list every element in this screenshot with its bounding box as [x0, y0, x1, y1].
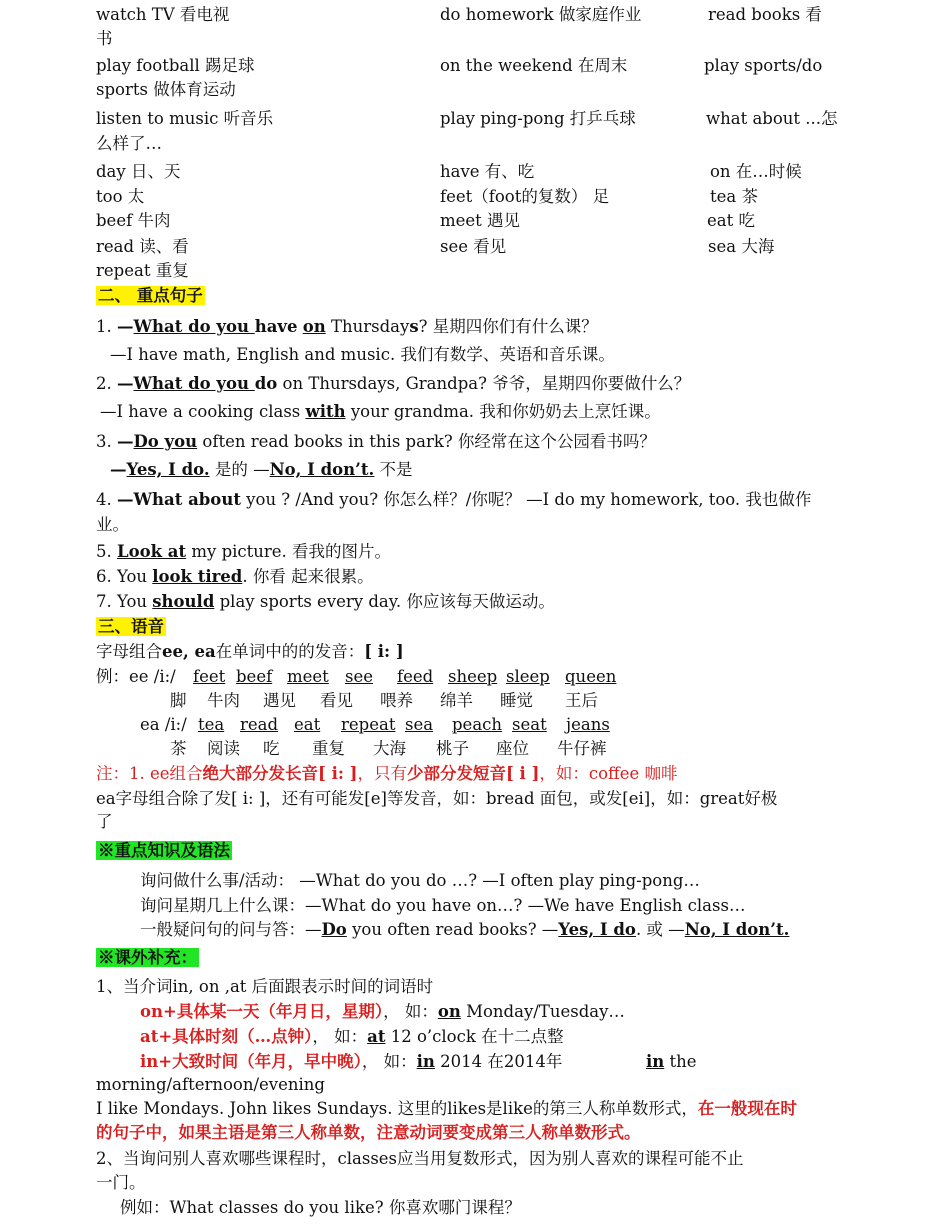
- rule-in-wrap: morning/afternoon/evening: [96, 1075, 325, 1094]
- vocab-meet: meet 遇见: [440, 211, 521, 230]
- rule: in+大致时间（年月，早中晚）: [140, 1052, 362, 1071]
- supplement-example: 例如：What classes do you like? 你喜欢哪门课程？: [120, 1198, 521, 1217]
- phonics-note: [96, 763, 678, 785]
- vocab-feet: feet（foot的复数） 足: [440, 187, 610, 206]
- text: 注：1. ee组合: [96, 764, 203, 783]
- ea-word: tea: [198, 715, 225, 734]
- ea-word: seat: [512, 715, 547, 734]
- text: 不是: [374, 460, 413, 479]
- sentence-7: [96, 591, 555, 613]
- text: —I have a cooking class: [100, 402, 306, 421]
- section-heading-grammar: [96, 840, 232, 862]
- ea-extra-line: ea字母组合除了发[ i: ]，还有可能发[e]等发音，如：bread 面包，或发[ei]，如：great好极: [96, 789, 778, 808]
- grammar-line-3: [140, 919, 789, 941]
- ea-word: eat: [294, 715, 321, 734]
- vocab-play-sports: play sports/do: [704, 56, 823, 75]
- grammar-line-1: 询问做什么事/活动： —What do you do …? —I often play ping-pong…: [140, 871, 700, 890]
- heading-text: ※课外补充：: [98, 948, 197, 967]
- text: your grandma. 我和你奶奶去上烹饪课。: [345, 402, 661, 421]
- key-phrase: What do you: [133, 317, 255, 336]
- section-heading-supplement: [96, 947, 199, 969]
- ee-cn: 绵羊: [440, 691, 473, 710]
- ea-cn: 牛仔裤: [557, 739, 607, 758]
- rule-in: [140, 1051, 562, 1073]
- text: ， 如：: [361, 1052, 417, 1071]
- emphasis: 绝大部分发长音[ i: ]: [202, 764, 358, 783]
- text: on Thursdays, Grandpa? 爷爷，星期四你要做什么？: [277, 374, 691, 393]
- text: the: [664, 1052, 697, 1071]
- sentence-5: [96, 541, 391, 563]
- sentence-1-answer: —I have math, English and music. 我们有数学、英语和音乐课。: [110, 345, 615, 364]
- likes-explanation: [96, 1098, 797, 1120]
- text: 字母组合: [96, 642, 162, 661]
- key-word: have: [254, 317, 298, 336]
- sentence-6: [96, 566, 374, 588]
- sentence-2-answer: [100, 401, 661, 423]
- vocab-wrap-2: sports 做体育运动: [96, 80, 236, 99]
- ea-cn: 阅读: [207, 739, 240, 758]
- vocab-sea: sea 大海: [708, 237, 775, 256]
- key-phrase: Yes, I do.: [126, 460, 210, 479]
- emphasis: 在一般现在时: [697, 1099, 797, 1118]
- vocab-on-the-weekend: on the weekend 在周末: [440, 56, 628, 75]
- vocab-play-ping-pong: play ping-pong 打乒乓球: [440, 109, 636, 128]
- num: 5.: [96, 542, 117, 561]
- text: my picture. 看我的图片。: [186, 542, 392, 561]
- text: Thursday: [325, 317, 410, 336]
- ee-word: sheep: [448, 667, 498, 686]
- ee-cn: 脚: [170, 691, 187, 710]
- ea-cn: 重复: [312, 739, 345, 758]
- key-phrase: Look at: [117, 542, 187, 561]
- text: 一般疑问句的问与答：—: [140, 920, 322, 939]
- rule-at: [140, 1026, 564, 1048]
- ea-word: read: [240, 715, 279, 734]
- key-letter: s: [409, 317, 419, 336]
- key-letters: ee, ea: [162, 642, 216, 661]
- ee-word: see: [345, 667, 373, 686]
- vocab-do-homework: do homework 做家庭作业: [440, 5, 642, 24]
- ea-word: jeans: [566, 715, 610, 734]
- num: 7. You: [96, 592, 153, 611]
- vocab-listen-to-music: listen to music 听音乐: [96, 109, 274, 128]
- text: ，只有: [357, 764, 407, 783]
- ea-cn: 座位: [496, 739, 529, 758]
- text: play sports every day. 你应该每天做运动。: [214, 592, 555, 611]
- vocab-beef: beef 牛肉: [96, 211, 171, 230]
- vocab-day: day 日、天: [96, 162, 181, 181]
- phonics-intro: [96, 641, 404, 663]
- emphasis: 少部分发短音[ i ]: [407, 764, 540, 783]
- text: ， 如：: [383, 1002, 438, 1021]
- text: ， 如：: [312, 1027, 368, 1046]
- key-word: do: [254, 374, 278, 393]
- vocab-watch-tv: watch TV 看电视: [96, 5, 230, 24]
- ee-word: feet: [193, 667, 226, 686]
- text: you ? /And you? 你怎么样？/你呢？ —I do my homework, too. 我也做作: [240, 490, 812, 509]
- text: Monday/Tuesday…: [460, 1002, 625, 1021]
- vocab-play-football: play football 踢足球: [96, 56, 255, 75]
- ee-cn: 睡觉: [500, 691, 533, 710]
- ea-extra-line-wrap: 了: [96, 812, 113, 831]
- ea-cn: 桃子: [436, 739, 469, 758]
- vocab-too: too 太: [96, 187, 145, 206]
- sentence-4: [96, 489, 811, 511]
- ee-word: feed: [397, 667, 434, 686]
- ea-word: sea: [405, 715, 434, 734]
- vocab-tea: tea 茶: [710, 187, 758, 206]
- ea-cn: 茶: [170, 739, 187, 758]
- vocab-on: on 在…时候: [710, 162, 802, 181]
- key-phrase: What do you: [133, 374, 255, 393]
- key-phrase: What about: [133, 490, 241, 509]
- text: ，如：coffee 咖啡: [539, 764, 678, 783]
- sentence-1-question: [96, 316, 598, 338]
- vocab-repeat: repeat 重复: [96, 261, 189, 280]
- key-phrase: look tired: [152, 567, 243, 586]
- supplement-point-2-wrap: 一门。: [96, 1173, 146, 1192]
- text: . 你看 起来很累。: [242, 567, 374, 586]
- key-phrase: should: [152, 592, 215, 611]
- text: 2014 在2014年: [434, 1052, 563, 1071]
- ee-cn: 王后: [565, 691, 598, 710]
- num: 3.: [96, 432, 117, 451]
- key-word: on: [302, 317, 326, 336]
- grammar-line-2: 询问星期几上什么课：—What do you have on…? —We have English class…: [140, 896, 746, 915]
- key-phrase: Yes, I do: [558, 920, 636, 939]
- rule-in-example-2: [646, 1051, 697, 1073]
- dash: —: [117, 374, 134, 393]
- rule: on+具体某一天（年月日，星期）: [140, 1002, 384, 1021]
- sentence-2-question: [96, 373, 690, 395]
- ee-cn: 喂养: [380, 691, 413, 710]
- text: ? 星期四你们有什么课？: [418, 317, 598, 336]
- dash: —: [117, 317, 134, 336]
- rule-on: [140, 1001, 625, 1023]
- key-phrase: No, I don’t.: [269, 460, 375, 479]
- dash: —: [110, 460, 127, 479]
- sentence-3-question: [96, 431, 656, 453]
- rule: at+具体时刻（…点钟）: [140, 1027, 313, 1046]
- ea-word: repeat: [341, 715, 396, 734]
- num: 2.: [96, 374, 117, 393]
- section-heading-phonics: [96, 616, 166, 638]
- sentence-4-wrap: 业。: [96, 515, 129, 534]
- likes-explanation-wrap: [96, 1122, 641, 1144]
- text: 是的 —: [209, 460, 270, 479]
- dash: —: [117, 432, 134, 451]
- text: 在单词中的的发音：: [215, 642, 365, 661]
- ea-cn: 吃: [263, 739, 280, 758]
- key-word: on: [437, 1002, 461, 1021]
- vocab-read-books: read books 看: [708, 5, 822, 24]
- key-word: in: [416, 1052, 435, 1071]
- ea-cn: 大海: [373, 739, 406, 758]
- supplement-point-2: 2、当询问别人喜欢哪些课程时，classes应当用复数形式，因为别人喜欢的课程可能不止: [96, 1149, 744, 1168]
- key-sound: [ i: ]: [364, 642, 404, 661]
- ee-word: beef: [236, 667, 273, 686]
- text: I like Mondays. John likes Sundays. 这里的likes是like的第三人称单数形式，: [96, 1099, 698, 1118]
- num: 6. You: [96, 567, 153, 586]
- ee-label: 例：ee /i:/: [96, 667, 176, 686]
- ee-word: meet: [287, 667, 329, 686]
- key-phrase: Do you: [133, 432, 198, 451]
- num: 4.: [96, 490, 117, 509]
- num: 1.: [96, 317, 117, 336]
- ee-cn: 看见: [320, 691, 353, 710]
- text: you often read books? —: [346, 920, 559, 939]
- vocab-have: have 有、吃: [440, 162, 535, 181]
- ee-cn: 遇见: [263, 691, 296, 710]
- section-heading-key-sentences: [96, 285, 205, 307]
- vocab-see: see 看见: [440, 237, 507, 256]
- supplement-point-1: 1、当介词in, on ,at 后面跟表示时间的词语时: [96, 977, 434, 996]
- vocab-read: read 读、看: [96, 237, 189, 256]
- ee-word: sleep: [506, 667, 550, 686]
- key-word: in: [646, 1052, 665, 1071]
- ee-cn: 牛肉: [207, 691, 240, 710]
- text: . 或 —: [635, 920, 685, 939]
- ea-label: ea /i:/: [140, 715, 187, 734]
- key-word: Do: [321, 920, 347, 939]
- key-phrase: No, I don’t.: [684, 920, 790, 939]
- text: often read books in this park? 你经常在这个公园看书吗？: [197, 432, 656, 451]
- key-word: at: [367, 1027, 386, 1046]
- dash: —: [117, 490, 134, 509]
- ea-word: peach: [452, 715, 503, 734]
- vocab-wrap-1: 书: [96, 29, 113, 48]
- text: 12 o’clock 在十二点整: [385, 1027, 564, 1046]
- key-word: with: [305, 402, 346, 421]
- emphasis: 的句子中，如果主语是第三人称单数，注意动词要变成第三人称单数形式。: [96, 1123, 641, 1142]
- vocab-what-about: what about ...怎: [706, 109, 838, 128]
- vocab-wrap-3: 么样了…: [96, 134, 162, 153]
- heading-text: 三、语音: [98, 617, 164, 636]
- vocab-eat: eat 吃: [707, 211, 755, 230]
- ee-word: queen: [565, 667, 617, 686]
- heading-text: ※重点知识及语法: [98, 841, 230, 860]
- sentence-3-answer: [110, 459, 413, 481]
- heading-text: 二、 重点句子: [98, 286, 203, 305]
